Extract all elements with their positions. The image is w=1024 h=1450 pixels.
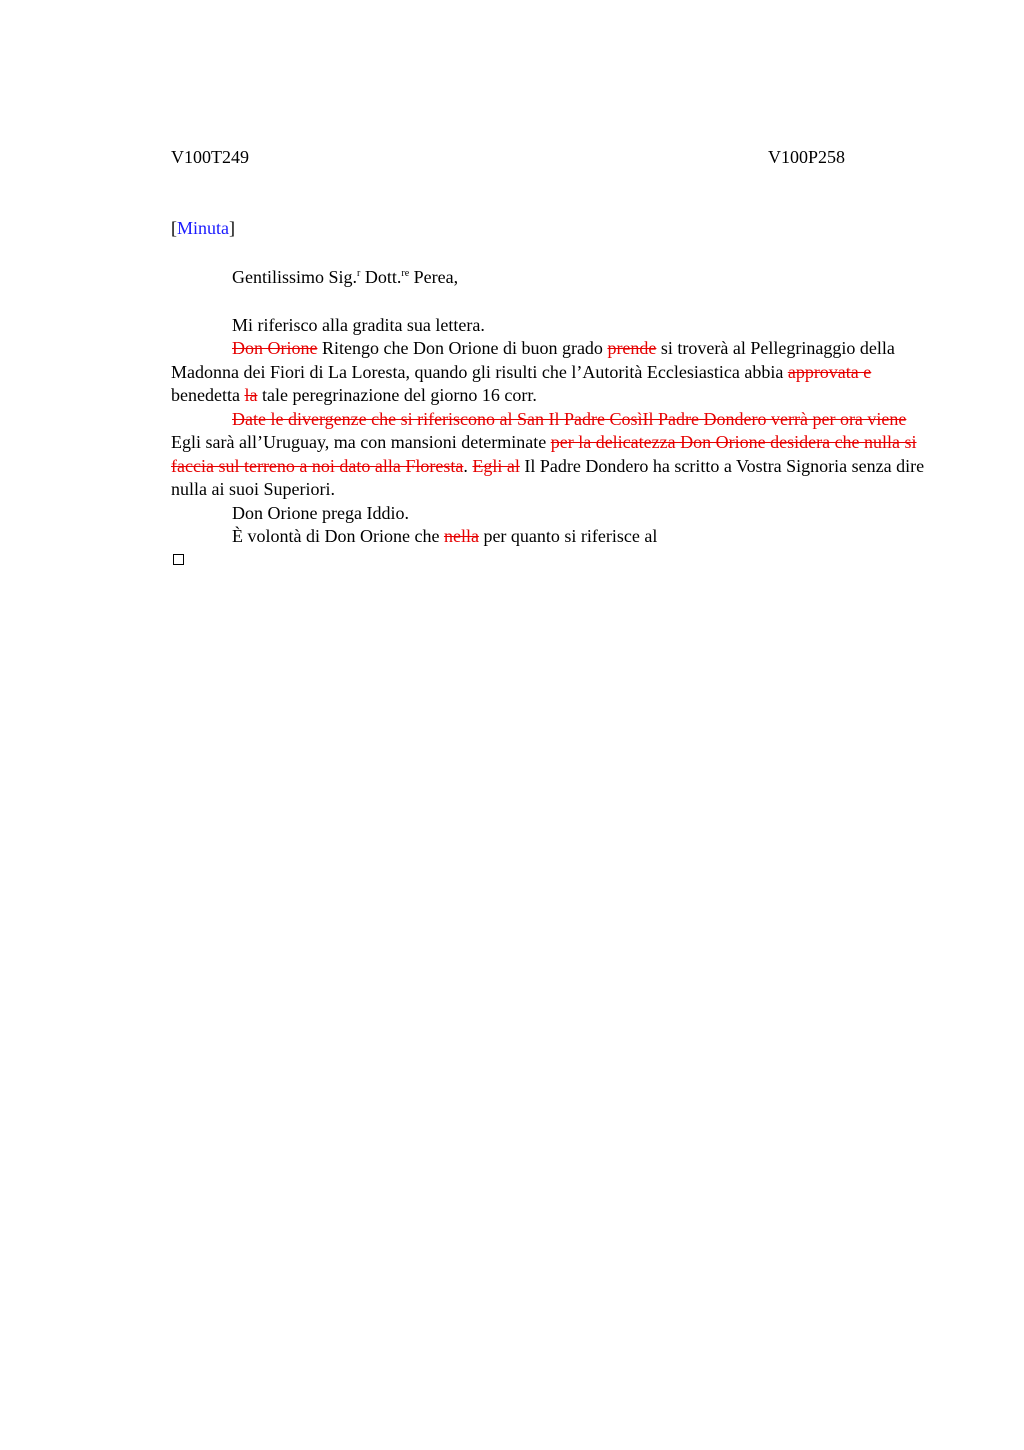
- deleted-text: Don Orione: [232, 338, 318, 358]
- salutation: [171, 266, 931, 290]
- paragraph-text: .: [463, 455, 473, 476]
- paragraph-text: Egli sarà all’Uruguay, ma con mansioni determinate: [171, 432, 551, 452]
- paragraph-1: Mi riferisco alla gradita sua lettera.: [232, 314, 485, 335]
- checkbox-square-icon: [173, 554, 184, 565]
- paragraph-text: Ritengo che Don Orione di buon grado: [317, 338, 608, 358]
- paragraph-3: [171, 408, 931, 502]
- deleted-text: la: [244, 385, 258, 405]
- salutation-mid: Dott.: [360, 267, 402, 287]
- paragraph-gap: [171, 290, 931, 314]
- deleted-text: approvata e: [787, 361, 872, 382]
- paragraph-text: benedetta: [171, 385, 245, 405]
- paragraph-text: per quanto si riferisce al: [478, 526, 658, 546]
- salutation-sup-2: re: [401, 268, 410, 279]
- salutation-post: Perea,: [409, 267, 459, 287]
- deleted-text: per la delicatezza Don Orione desidera che nulla si faccia sul terreno a noi dato alla Floresta: [171, 432, 917, 476]
- paragraph-5: [171, 525, 931, 549]
- document-code-right: V100P258: [767, 147, 845, 167]
- salutation-sup-1: r: [357, 268, 361, 279]
- minuta-word: Minuta: [177, 218, 229, 238]
- document-header: [171, 147, 845, 171]
- salutation-pre: Gentilissimo Sig.: [232, 267, 358, 287]
- document-code-left: V100T249: [171, 147, 249, 167]
- paragraph-2: [171, 337, 931, 408]
- deleted-text: prende: [607, 338, 657, 358]
- paragraph-text: tale peregrinazione del giorno 16 corr.: [257, 385, 537, 405]
- deleted-text: nella: [443, 526, 479, 546]
- paragraph-text: si troverà al Pellegrinaggio della Madonna dei Fiori di La Loresta, quando gli risulti che l’Autorità Ecclesiastica abbia: [171, 338, 895, 382]
- close-bracket: ]: [229, 218, 235, 238]
- minuta-label: [171, 218, 235, 239]
- paragraph-text: Il Padre Dondero ha scritto a Vostra Signoria senza dire nulla ai suoi Superiori.: [171, 455, 925, 499]
- deleted-text: Egli al: [472, 455, 520, 476]
- deleted-text: Date le divergenze che si riferiscono al San Il Padre CosìIl Padre Dondero verrà per ora viene: [232, 408, 907, 429]
- paragraph-4: Don Orione prega Iddio.: [232, 502, 409, 523]
- open-bracket: [: [171, 218, 177, 238]
- letter-body: [171, 266, 931, 549]
- paragraph-text: È volontà di Don Orione che: [232, 526, 444, 546]
